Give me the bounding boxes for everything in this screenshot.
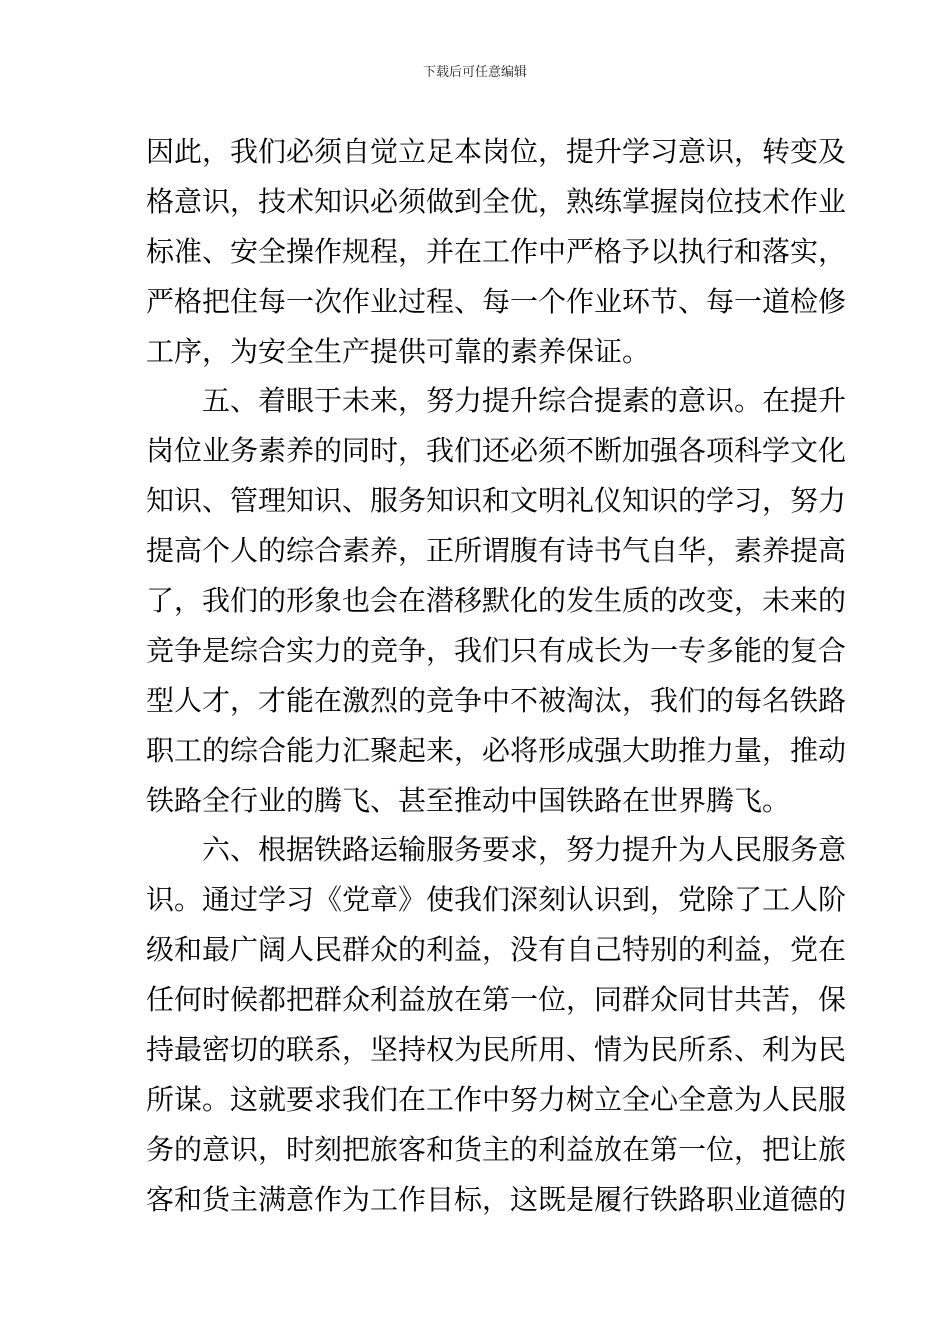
paragraph-line: 客和货主满意作为工作目标，这既是履行铁路职业道德的 [146, 1182, 847, 1216]
paragraph-line: 因此，我们必须自觉立足本岗位，提升学习意识，转变及 [146, 135, 847, 168]
paragraph-line: 型人才，才能在激烈的竞争中不被淘汰，我们的每名铁路 [146, 683, 847, 717]
paragraph-line: 任何时候都把群众利益放在第一位，同群众同甘共苦，保 [146, 983, 847, 1017]
paragraph-line: 格意识，技术知识必须做到全优，熟练掌握岗位技术作业 [146, 184, 847, 218]
paragraph-line: 持最密切的联系，坚持权为民所用、情为民所系、利为民 [146, 1033, 847, 1067]
paragraph-line: 知识、管理知识、服务知识和文明礼仪知识的学习，努力 [146, 484, 847, 518]
paragraph-line: 铁路全行业的腾飞、甚至推动中国铁路在世界腾飞。 [146, 783, 791, 817]
document-body [146, 127, 847, 1225]
paragraph-line: 严格把住每一次作业过程、每一个作业环节、每一道检修 [146, 284, 847, 318]
paragraph-line: 了，我们的形象也会在潜移默化的发生质的改变，未来的 [146, 584, 847, 618]
paragraph-line: 级和最广阔人民群众的利益，没有自己特别的利益，党在 [146, 933, 847, 967]
paragraph-line: 提高个人的综合素养，正所谓腹有诗书气自华，素养提高 [146, 534, 847, 568]
paragraph-line: 六、根据铁路运输服务要求，努力提升为人民服务意 [202, 833, 847, 867]
page-header: 下载后可任意编辑 [422, 65, 527, 80]
paragraph-line: 岗位业务素养的同时，我们还必须不断加强各项科学文化 [146, 434, 847, 468]
paragraph-line: 所谋。这就要求我们在工作中努力树立全心全意为人民服 [146, 1082, 847, 1116]
paragraph-line: 务的意识，时刻把旅客和货主的利益放在第一位，把让旅 [146, 1132, 847, 1166]
paragraph-line: 工序，为安全生产提供可靠的素养保证。 [146, 334, 651, 368]
paragraph-line: 五、着眼于未来，努力提升综合提素的意识。在提升 [202, 384, 847, 418]
paragraph-line: 标准、安全操作规程，并在工作中严格予以执行和落实， [146, 234, 847, 268]
paragraph-line: 职工的综合能力汇聚起来，必将形成强大助推力量，推动 [146, 733, 847, 767]
paragraph-line: 竞争是综合实力的竞争，我们只有成长为一专多能的复合 [146, 633, 847, 667]
paragraph-line: 识。通过学习《党章》使我们深刻认识到，党除了工人阶 [146, 883, 847, 917]
